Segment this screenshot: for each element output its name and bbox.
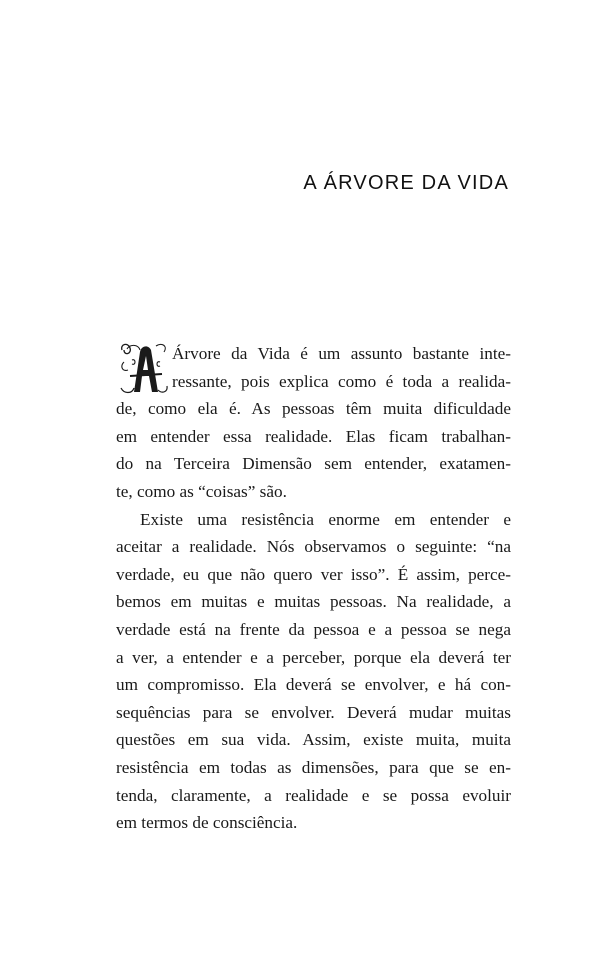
- text-line: em termos de consciência.: [116, 813, 298, 833]
- text-line: Existe uma resistência enorme em entender e: [140, 509, 511, 529]
- text-line: verdade, eu que não quero ver isso”. É assim, perce-: [116, 564, 511, 584]
- text-line: um compromisso. Ela deverá se envolver, e há con-: [116, 675, 511, 695]
- ornamental-drop-cap-icon: [118, 340, 170, 396]
- text-line: de, como ela é. As pessoas têm muita dificuldade: [116, 399, 511, 419]
- text-line: do na Terceira Dimensão sem entender, exatamen-: [116, 454, 511, 474]
- text-line: questões em sua vida. Assim, existe muita, muita: [116, 730, 511, 750]
- chapter-title: A ÁRVORE DA VIDA: [303, 172, 509, 194]
- text-line: sequências para se envolver. Deverá mudar muitas: [116, 702, 511, 722]
- text-line: bemos em muitas e muitas pessoas. Na realidade, a: [116, 592, 511, 612]
- text-line: te, como as “coisas” são.: [116, 481, 287, 501]
- text-line: aceitar a realidade. Nós observamos o seguinte: “na: [116, 537, 511, 557]
- body-text: [116, 340, 511, 837]
- text-line: Árvore da Vida é um assunto bastante inte-: [172, 344, 511, 363]
- text-line: em entender essa realidade. Elas ficam trabalhan-: [116, 426, 511, 446]
- text-line: tenda, claramente, a realidade e se possa evoluir: [116, 785, 511, 805]
- text-line: ressante, pois explica como é toda a realida-: [172, 371, 511, 391]
- text-line: a ver, a entender e a perceber, porque ela deverá ter: [116, 647, 511, 667]
- text-line: verdade está na frente da pessoa e a pessoa se nega: [116, 619, 511, 639]
- text-line: resistência em todas as dimensões, para que se en-: [116, 757, 511, 777]
